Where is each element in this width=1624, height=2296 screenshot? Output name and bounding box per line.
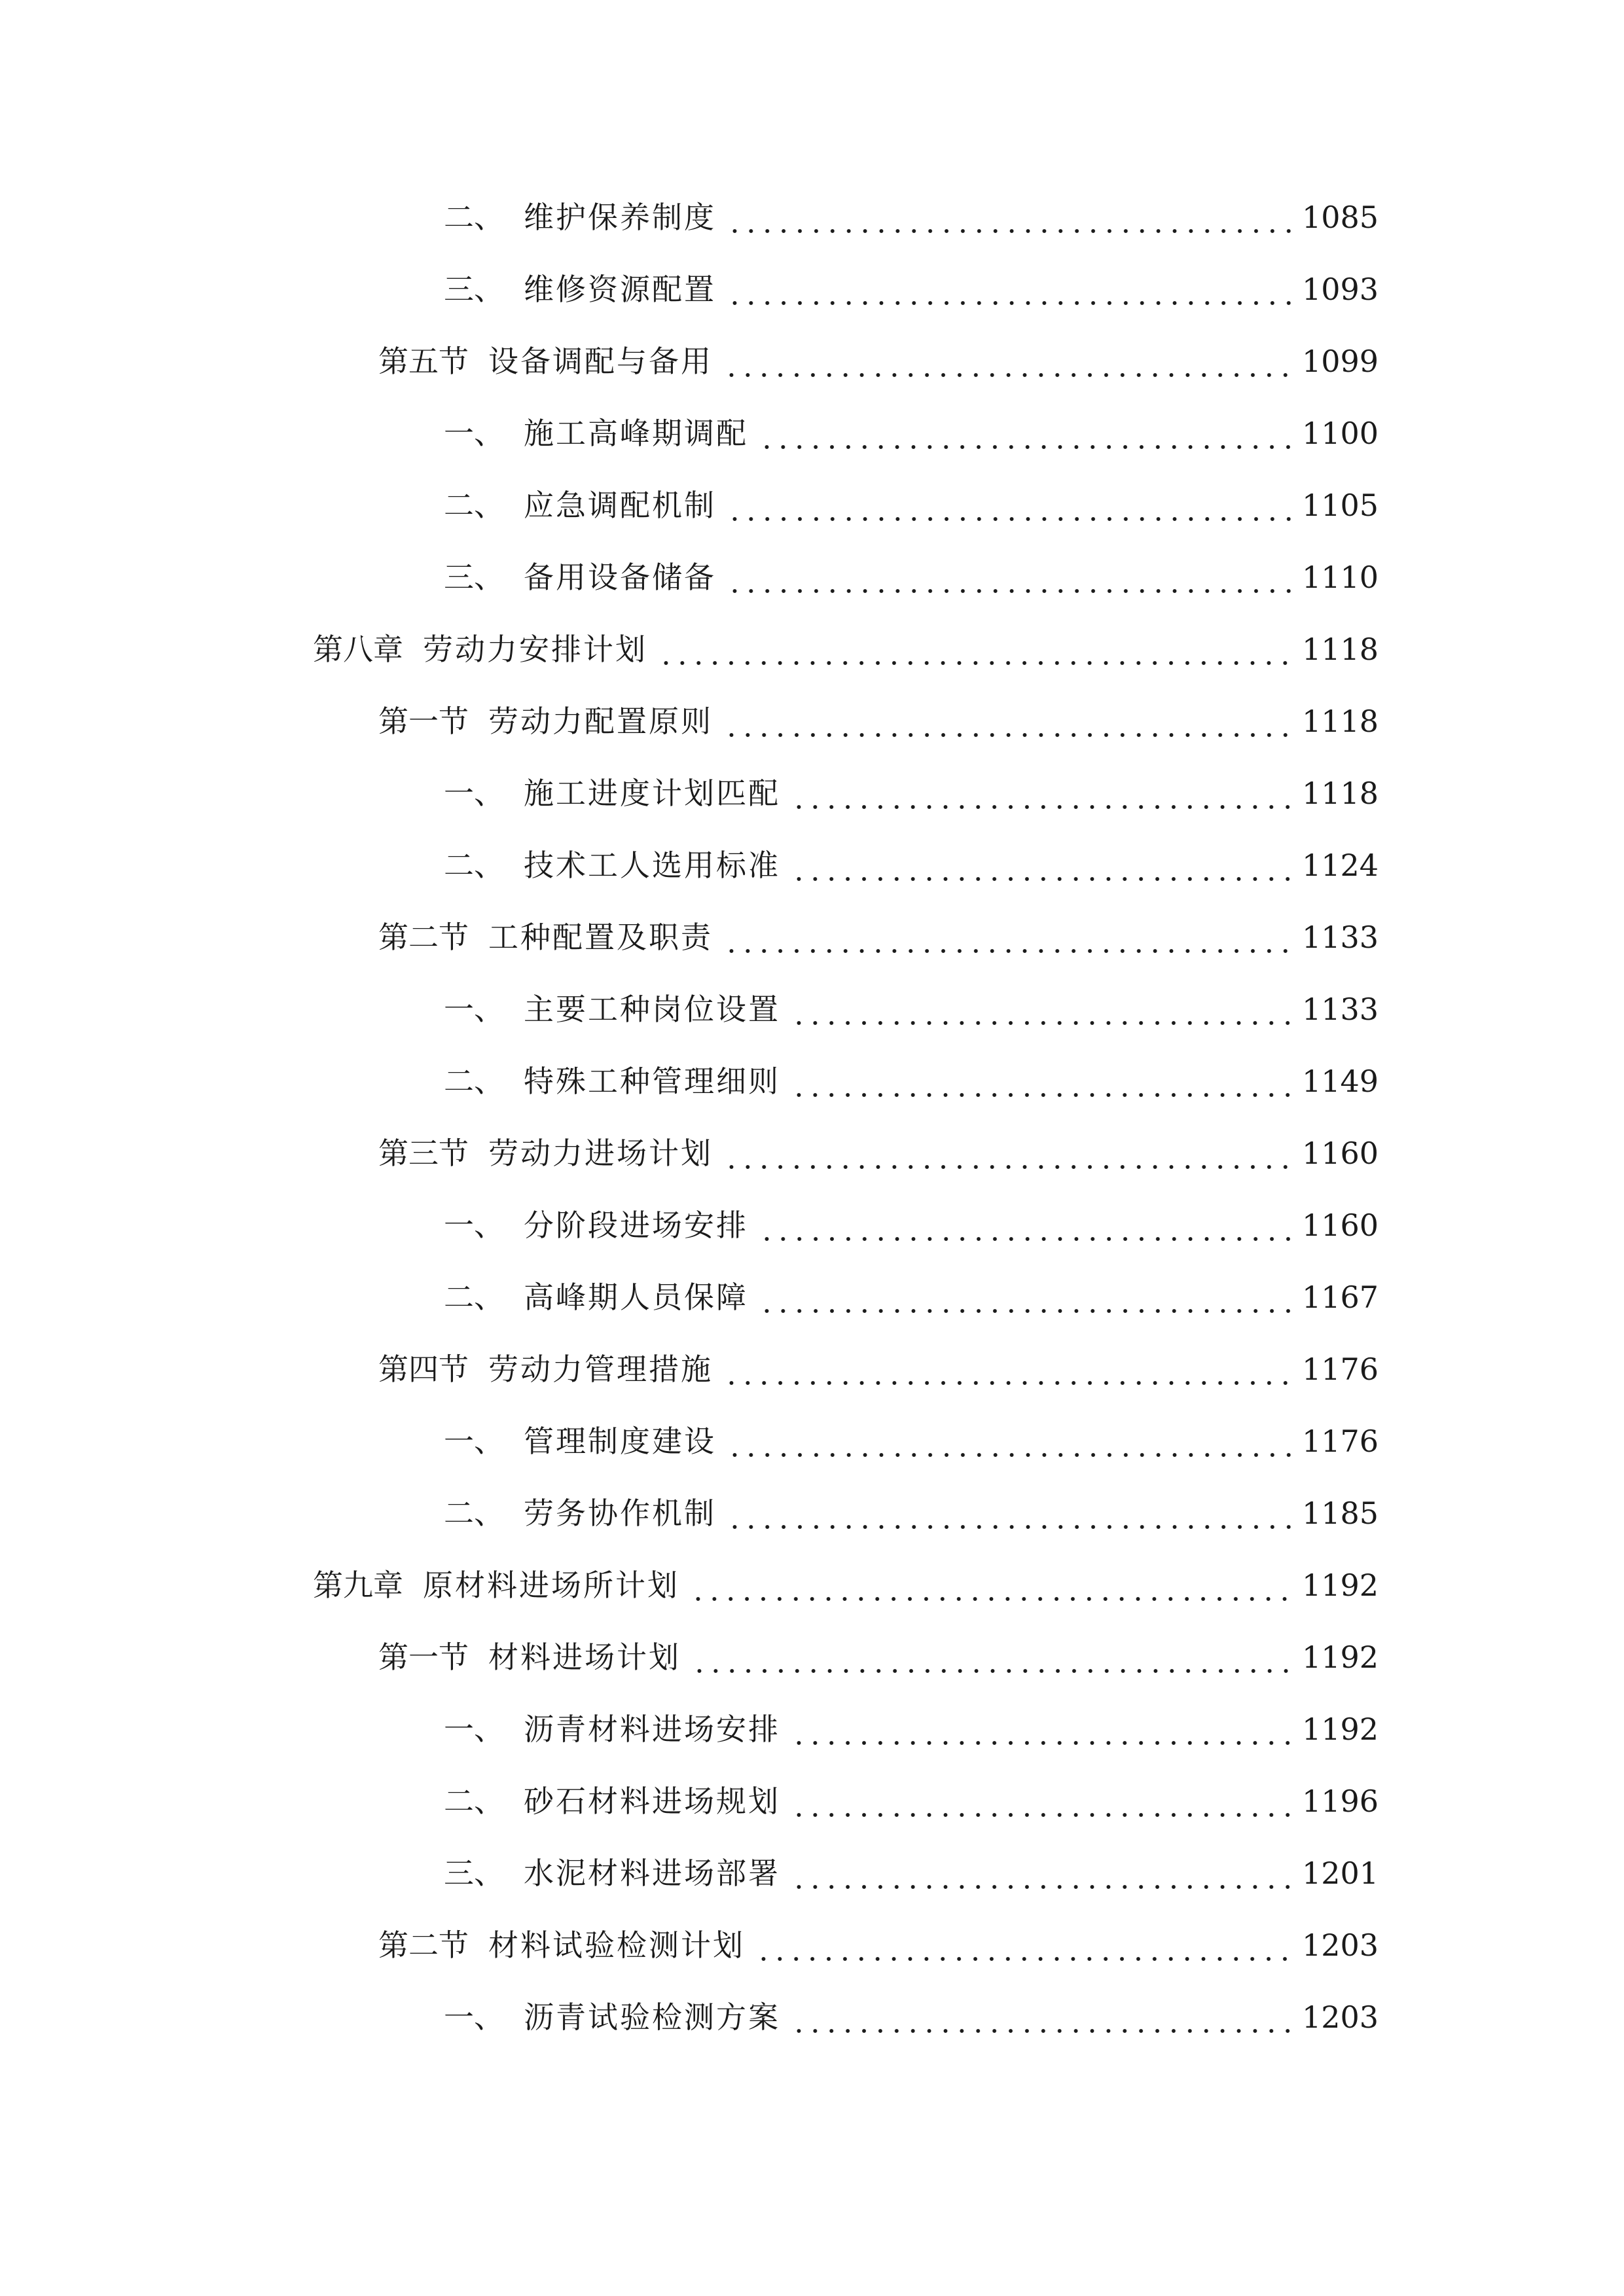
toc-entry-number: 二、	[444, 1280, 504, 1315]
toc-dot-leader	[791, 839, 1295, 891]
toc-entry-page: 1133	[1302, 920, 1379, 955]
toc-entry-page: 1192	[1302, 1640, 1379, 1675]
toc-entry-page: 1105	[1302, 488, 1379, 523]
toc-entry-page: 1160	[1302, 1136, 1379, 1171]
toc-entry-title: 分阶段进场安排	[524, 1208, 748, 1243]
toc-dot-leader	[727, 191, 1295, 243]
toc-entry-page: 1110	[1302, 560, 1379, 595]
toc-entry-title: 材料进场计划	[488, 1640, 681, 1675]
toc-dot-leader	[791, 767, 1295, 819]
toc-dot-leader	[727, 479, 1295, 531]
toc-entry-page: 1118	[1302, 704, 1379, 739]
toc-entry-title: 沥青试验检测方案	[524, 2000, 780, 2035]
toc-entry-number: 三、	[444, 1856, 504, 1891]
toc-dot-leader	[723, 1127, 1295, 1179]
toc-entry-number: 二、	[444, 848, 504, 883]
toc-entry-page: 1133	[1302, 992, 1379, 1027]
toc-dot-leader	[791, 1775, 1295, 1827]
toc-entry-title: 管理制度建设	[524, 1424, 716, 1459]
toc-dot-leader	[727, 263, 1295, 315]
toc-dot-leader	[791, 1703, 1295, 1755]
toc-entry-title: 工种配置及职责	[488, 920, 713, 955]
toc-entry-page: 1118	[1302, 776, 1379, 811]
toc-entry-title: 沥青材料进场安排	[524, 1712, 780, 1747]
toc-entry-page: 1160	[1302, 1208, 1379, 1243]
toc-entry[interactable]	[378, 1631, 1379, 1683]
toc-entry[interactable]	[378, 1343, 1379, 1395]
toc-entry-page: 1176	[1302, 1424, 1379, 1459]
toc-entry-number: 第五节	[378, 344, 469, 379]
toc-dot-leader	[755, 1919, 1295, 1971]
toc-entry-number: 三、	[444, 272, 504, 307]
toc-entry-number: 一、	[444, 416, 504, 451]
toc-entry[interactable]	[444, 1703, 1379, 1755]
toc-entry-title: 水泥材料进场部署	[524, 1856, 780, 1891]
toc-dot-leader	[723, 335, 1295, 387]
toc-entry-number: 一、	[444, 1424, 504, 1459]
toc-entry-page: 1203	[1302, 1928, 1379, 1963]
toc-entry-number: 二、	[444, 1496, 504, 1531]
toc-dot-leader	[723, 911, 1295, 963]
toc-entry-number: 第四节	[378, 1352, 469, 1387]
toc-entry-title: 维修资源配置	[524, 272, 716, 307]
toc-entry-number: 二、	[444, 200, 504, 235]
toc-dot-leader	[691, 1631, 1295, 1683]
toc-dot-leader	[723, 695, 1295, 747]
toc-entry-title: 主要工种岗位设置	[524, 992, 780, 1027]
toc-entry-number: 二、	[444, 1064, 504, 1099]
toc-entry[interactable]	[444, 983, 1379, 1035]
toc-entry-number: 第八章	[313, 632, 403, 667]
toc-entry-number: 第九章	[313, 1568, 403, 1603]
toc-entry[interactable]	[444, 1415, 1379, 1467]
toc-dot-leader	[727, 1487, 1295, 1539]
toc-entry-number: 一、	[444, 1208, 504, 1243]
toc-entry-page: 1176	[1302, 1352, 1379, 1387]
toc-entry-title: 劳动力安排计划	[423, 632, 647, 667]
toc-entry-number: 第一节	[378, 1640, 469, 1675]
toc-entry-number: 第三节	[378, 1136, 469, 1171]
toc-entry-page: 1185	[1302, 1496, 1379, 1531]
toc-entry-number: 第二节	[378, 1928, 469, 1963]
toc-dot-leader	[658, 623, 1295, 675]
toc-entry-title: 材料试验检测计划	[488, 1928, 745, 1963]
toc-entry-page: 1203	[1302, 2000, 1379, 2035]
toc-dot-leader	[727, 551, 1295, 603]
toc-entry-page: 1196	[1302, 1784, 1379, 1819]
toc-entry-title: 劳动力管理措施	[488, 1352, 713, 1387]
toc-entry-page: 1192	[1302, 1712, 1379, 1747]
toc-dot-leader	[791, 1991, 1295, 2043]
toc-entry-title: 技术工人选用标准	[524, 848, 780, 883]
toc-entry[interactable]	[444, 1271, 1379, 1323]
toc-entry[interactable]	[378, 911, 1379, 963]
toc-entry-page: 1192	[1302, 1568, 1379, 1603]
toc-entry-page: 1099	[1302, 344, 1379, 379]
toc-entry-title: 维护保养制度	[524, 200, 716, 235]
toc-entry[interactable]	[378, 1919, 1379, 1971]
toc-entry[interactable]	[313, 1559, 1379, 1611]
toc-entry-title: 高峰期人员保障	[524, 1280, 748, 1315]
toc-entry-page: 1167	[1302, 1280, 1379, 1315]
toc-dot-leader	[791, 1055, 1295, 1107]
toc-dot-leader	[690, 1559, 1295, 1611]
toc-entry[interactable]	[444, 1487, 1379, 1539]
toc-entry-number: 第二节	[378, 920, 469, 955]
toc-entry[interactable]	[444, 839, 1379, 891]
toc-entry-title: 施工高峰期调配	[524, 416, 748, 451]
toc-entry-page: 1201	[1302, 1856, 1379, 1891]
toc-dot-leader	[791, 1847, 1295, 1899]
toc-entry[interactable]	[378, 695, 1379, 747]
toc-entry-page: 1100	[1302, 416, 1379, 451]
toc-entry[interactable]	[444, 1847, 1379, 1899]
toc-dot-leader	[791, 983, 1295, 1035]
toc-entry-page: 1124	[1302, 848, 1379, 883]
toc-entry[interactable]	[313, 623, 1379, 675]
toc-entry-number: 一、	[444, 2000, 504, 2035]
toc-entry-page: 1149	[1302, 1064, 1379, 1099]
toc-entry-title: 应急调配机制	[524, 488, 716, 523]
toc-entry-title: 砂石材料进场规划	[524, 1784, 780, 1819]
toc-dot-leader	[723, 1343, 1295, 1395]
toc-entry-number: 一、	[444, 992, 504, 1027]
toc-entry-title: 原材料进场所计划	[423, 1568, 679, 1603]
toc-entry-number: 三、	[444, 560, 504, 595]
toc-entry-page: 1118	[1302, 632, 1379, 667]
toc-dot-leader	[759, 407, 1295, 459]
toc-entry[interactable]	[444, 1055, 1379, 1107]
toc-dot-leader	[759, 1199, 1295, 1251]
toc-entry[interactable]	[444, 1199, 1379, 1251]
toc-entry-title: 施工进度计划匹配	[524, 776, 780, 811]
toc-entry-number: 二、	[444, 1784, 504, 1819]
toc-entry[interactable]	[444, 767, 1379, 819]
toc-entry[interactable]	[378, 1127, 1379, 1179]
toc-entry[interactable]	[444, 1775, 1379, 1827]
toc-entry[interactable]	[444, 263, 1379, 315]
toc-dot-leader	[759, 1271, 1295, 1323]
toc-entry-number: 一、	[444, 776, 504, 811]
toc-entry-number: 一、	[444, 1712, 504, 1747]
toc-entry-page: 1093	[1302, 272, 1379, 307]
toc-entry[interactable]	[444, 1991, 1379, 2043]
toc-entry-number: 第一节	[378, 704, 469, 739]
toc-entry[interactable]	[444, 191, 1379, 243]
toc-entry[interactable]	[444, 407, 1379, 459]
toc-entry-title: 设备调配与备用	[488, 344, 713, 379]
toc-entry-title: 劳务协作机制	[524, 1496, 716, 1531]
toc-entry[interactable]	[444, 479, 1379, 531]
toc-entry-title: 备用设备储备	[524, 560, 716, 595]
toc-entry-page: 1085	[1302, 200, 1379, 235]
toc-entry-title: 特殊工种管理细则	[524, 1064, 780, 1099]
toc-entry-title: 劳动力进场计划	[488, 1136, 713, 1171]
toc-entry[interactable]	[378, 335, 1379, 387]
toc-entry[interactable]	[444, 551, 1379, 603]
toc-dot-leader	[727, 1415, 1295, 1467]
toc-entry-title: 劳动力配置原则	[488, 704, 713, 739]
toc-entry-number: 二、	[444, 488, 504, 523]
